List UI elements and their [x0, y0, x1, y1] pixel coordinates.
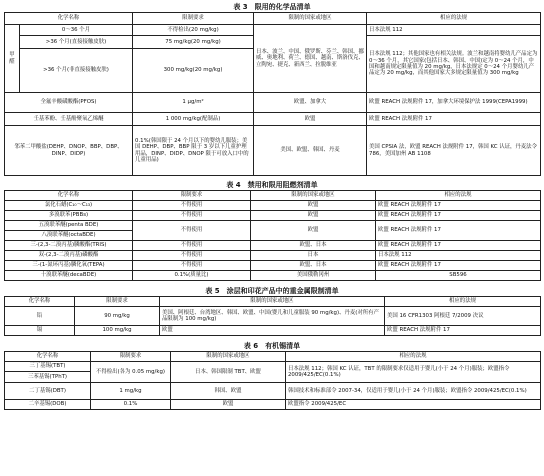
table4-header-req: 限制要求 — [133, 191, 251, 201]
law-cell: 韩国技术和标准部令 2007-34，仅适用于婴儿(小于 24 个月)服装；欧盟指令 2009/425/EC(0.1%) — [286, 383, 541, 400]
table-row — [5, 221, 541, 231]
countries-cell: 日本、波兰、中国、俄罗斯、芬兰、韩国、挪威、奥地利、荷兰、德国、越南、斯洛伐克、立陶宛、捷克、新西兰、拉脱维亚 — [254, 25, 367, 93]
table5-title: 表 5 涂层和印花产品中的重金属限制清单 — [205, 287, 339, 295]
requirement-cell: 75 mg/kg(20 mg/kg) — [133, 36, 254, 49]
chemical-name-cell: 氯化石蜡(C₁₀～C₁₃) — [5, 201, 133, 211]
table5-header-law: 相应的法规 — [385, 297, 541, 307]
table4-header-law: 相应的法规 — [376, 191, 541, 201]
table-row — [5, 383, 541, 400]
countries-cell: 日本 — [251, 251, 376, 261]
requirement-cell: 300 mg/kg(20 mg/kg) — [133, 49, 254, 93]
requirement-cell: 0.1%(质量比) — [133, 271, 251, 281]
table4 — [4, 190, 541, 281]
chemical-name-cell: 全氟辛酸磺酸酯(PFOS) — [5, 93, 133, 113]
table5-header-row — [5, 297, 541, 307]
requirement-cell: 90 mg/kg — [75, 307, 160, 326]
requirement-cell: 不得使用 — [133, 221, 251, 241]
requirement-cell: 不得检出(20 mg/kg) — [133, 25, 254, 36]
law-cell: 欧盟 REACH 法规附件 17 — [376, 201, 541, 211]
table6-header-countries: 限制的国家或地区 — [171, 352, 286, 362]
chemical-name-cell: 0～36 个月 — [20, 25, 133, 36]
table3-header-countries: 限制的国家或地区 — [254, 13, 367, 25]
law-cell: 欧盟指令 2009/425/EC — [286, 400, 541, 410]
table5-header-req: 限制要求 — [75, 297, 160, 307]
requirement-cell: 不得检出(各为 0.05 mg/kg) — [91, 362, 171, 383]
chemical-name-cell: 八溴联苯醚(octaBDE) — [5, 231, 133, 241]
chemical-name-cell: 三苯基锡(TPhT) — [5, 372, 91, 383]
countries-cell: 欧盟 — [251, 201, 376, 211]
chemical-name-cell: >36 个月(直接接触皮肤) — [20, 36, 133, 49]
countries-cell: 美国、阿根廷、台湾地区、韩国、欧盟、中国(婴儿和儿童服装 90 mg/kg)、丹麦(对所有产品限制为 100 mg/kg) — [160, 307, 385, 326]
chemical-name-cell: 三-(2,3-二溴丙基)膦酸酯(TRIS) — [5, 241, 133, 251]
law-cell: 欧盟 REACH 法规附件 17 — [376, 211, 541, 221]
law-cell: 美国 CPSIA 法，欧盟 REACH 法规附件 17，韩国 KC 认证，丹麦法令 786，美国加州 AB 1108 — [367, 126, 541, 176]
table3 — [4, 12, 541, 176]
table-row — [5, 400, 541, 410]
law-cell: 欧盟 REACH 法规附件 17 — [376, 261, 541, 271]
table4-title: 表 4 禁用和限用阻燃剂清单 — [226, 181, 318, 189]
table-row — [5, 307, 541, 326]
chemical-name-cell: 三-(1-氮环丙基)膦化氧(TEPA) — [5, 261, 133, 271]
chemical-name-cell: 三丁基锡(TBT) — [5, 362, 91, 372]
law-cell: SB596 — [376, 271, 541, 281]
chemical-name-cell: 多溴联苯(PBBs) — [5, 211, 133, 221]
requirement-cell: 100 mg/kg — [75, 326, 160, 336]
countries-cell: 欧盟 — [251, 211, 376, 221]
requirement-cell: 1 000 mg/kg(配制品) — [133, 113, 254, 126]
chemical-name-cell: 壬基苯酚、壬基酚聚氧乙烯醚 — [5, 113, 133, 126]
chemical-name-cell: 镉 — [5, 326, 75, 336]
law-cell: 欧盟 REACH 法规附件 17 — [376, 221, 541, 241]
formaldehyde-group-cell: 甲醛 — [5, 25, 20, 93]
table3-header-row — [5, 13, 541, 25]
table3-header-req: 限制要求 — [133, 13, 254, 25]
chemical-name-cell: 十溴联苯醚(decaBDE) — [5, 271, 133, 281]
table-row — [5, 362, 541, 372]
table6-header-law: 相应的法规 — [286, 352, 541, 362]
requirement-cell: 不得使用 — [133, 241, 251, 251]
countries-cell: 欧盟 — [160, 326, 385, 336]
table-row — [5, 211, 541, 221]
countries-cell: 欧盟 — [254, 113, 367, 126]
law-cell: 欧盟 REACH 法规附件 17 — [385, 326, 541, 336]
chemical-name-cell: 邻苯二甲酸盐(DEHP、DNOP、BBP、DBP、DINP、DIDP) — [5, 126, 133, 176]
law-cell: 日本法规 112；韩国 KC 认证，TBT 的限制要求仅适用于婴儿(小于 24 个月)服装；欧盟指令 2009/425/EC(0.1%) — [286, 362, 541, 383]
requirement-cell: 0.1% — [91, 400, 171, 410]
table-row — [5, 113, 541, 126]
law-cell: 欧盟 REACH 法规附件 17 — [376, 241, 541, 251]
countries-cell: 欧盟、日本 — [251, 241, 376, 251]
requirement-cell: 不得使用 — [133, 251, 251, 261]
countries-cell: 美国、欧盟、韩国、丹麦 — [254, 126, 367, 176]
table6-header-row — [5, 352, 541, 362]
countries-cell: 欧盟 — [171, 400, 286, 410]
countries-cell: 日本、韩国限制 TBT、欧盟 — [171, 362, 286, 383]
chemical-name-cell: 二丁基锡(DBT) — [5, 383, 91, 400]
chemical-name-cell: >36 个月(非直接接触皮肤) — [20, 49, 133, 93]
countries-cell: 欧盟、加拿大 — [254, 93, 367, 113]
table-row — [5, 326, 541, 336]
law-cell: 欧盟 REACH 法规附件 17，加拿大环境保护法 1999(CEPA1999) — [367, 93, 541, 113]
table6-header-name: 化学名称 — [5, 352, 91, 362]
table5 — [4, 296, 541, 336]
chemical-name-cell: 双-(2,3-二溴丙基)磷酸酯 — [5, 251, 133, 261]
chemical-name-cell: 五溴联苯醚(penta BDE) — [5, 221, 133, 231]
chemical-name-cell: 二辛基锡(DOB) — [5, 400, 91, 410]
requirement-cell: 0.1%(韩国限于 24 个月以下的婴幼儿服装；美国 DEHP、DBP、BBP 限于 3 岁以下儿童护理用品，DINP、DIDP、DNOP 限于可放入口中的儿童用品) — [133, 126, 254, 176]
table-row — [5, 261, 541, 271]
requirement-cell: 不得使用 — [133, 201, 251, 211]
law-cell: 美国 16 CFR1303 阿根廷 7/2009 决议 — [385, 307, 541, 326]
table-row — [5, 25, 541, 36]
countries-cell: 欧盟 — [251, 221, 376, 241]
table3-title: 表 3 限用的化学品清单 — [233, 3, 311, 11]
countries-cell: 韩国、欧盟 — [171, 383, 286, 400]
requirement-cell: 不得使用 — [133, 261, 251, 271]
law-cell: 日本法规 112 — [367, 25, 541, 36]
table4-header-countries: 限制的国家或地区 — [251, 191, 376, 201]
law-cell: 欧盟 REACH 法规附件 17 — [367, 113, 541, 126]
law-cell: 日本法规 112 — [376, 251, 541, 261]
table5-header-name: 化学名称 — [5, 297, 75, 307]
chemical-name-cell: 铅 — [5, 307, 75, 326]
table-row — [5, 251, 541, 261]
law-cell: 日本法规 112；其他国家也有相关法规。波兰和越南将婴幼儿产品定为 0～36 个月，其它国家(包括日本、韩国、中国)定为 0～24 个月，中国和越南规定限量值为 20 mg/kg，日本法规定 0～24 个月婴幼儿产品定为 20 mg/kg，而其他国家大多规定限量值为 300 mg/kg — [367, 36, 541, 93]
table4-header-row — [5, 191, 541, 201]
table-row — [5, 126, 541, 176]
table-row — [5, 93, 541, 113]
countries-cell: 美国俄勒冈州 — [251, 271, 376, 281]
requirement-cell: 1 mg/kg — [91, 383, 171, 400]
table5-header-countries: 限制的国家或地区 — [160, 297, 385, 307]
table-row — [5, 241, 541, 251]
table3-header-law: 相应的法规 — [367, 13, 541, 25]
requirement-cell: 不得使用 — [133, 211, 251, 221]
table-row — [5, 271, 541, 281]
countries-cell: 欧盟、日本 — [251, 261, 376, 271]
table3-header-name: 化学名称 — [5, 13, 133, 25]
table6-header-req: 限制要求 — [91, 352, 171, 362]
table-row — [5, 201, 541, 211]
requirement-cell: 1 μg/m² — [133, 93, 254, 113]
table4-header-name: 化学名称 — [5, 191, 133, 201]
table6 — [4, 351, 541, 410]
table6-title: 表 6 有机锡清单 — [243, 342, 301, 350]
